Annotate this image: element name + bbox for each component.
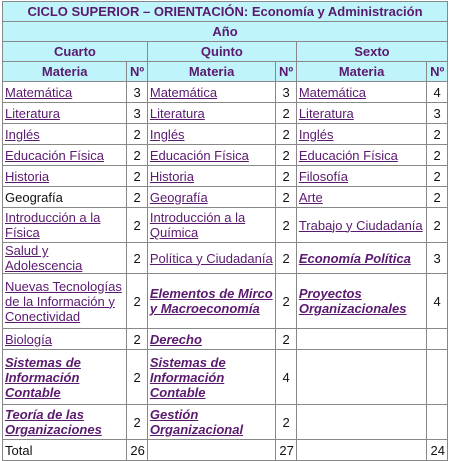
hours-cell: 2 xyxy=(127,166,147,186)
total-value-cuarto: 26 xyxy=(127,440,147,460)
column-header-materia: Materia xyxy=(3,62,126,81)
subject-link[interactable]: Teoría de las Organizaciones xyxy=(5,407,102,437)
subject-link[interactable]: Educación Física xyxy=(5,147,104,163)
subject-cell-quinto xyxy=(148,82,275,102)
subject-link[interactable]: Elementos de Mirco y Macroeconomía xyxy=(149,286,273,316)
table-row xyxy=(3,274,447,328)
hours-cell: 2 xyxy=(127,208,147,242)
hours-cell: 2 xyxy=(427,166,447,186)
subject-link[interactable]: Literatura xyxy=(5,105,60,121)
subject-link[interactable]: Economía Política xyxy=(298,250,411,266)
hours-cell: 4 xyxy=(427,274,447,328)
subject-cell-quinto xyxy=(148,166,275,186)
hours-cell: 4 xyxy=(427,82,447,102)
subject-link[interactable]: Biología xyxy=(5,331,52,347)
hours-cell xyxy=(427,350,447,404)
subject-cell-quinto xyxy=(148,405,275,439)
column-header-num: Nº xyxy=(427,62,447,81)
column-header-materia: Materia xyxy=(148,62,275,81)
table-row xyxy=(3,405,447,439)
subject-cell-quinto xyxy=(148,274,275,328)
hours-cell xyxy=(427,329,447,349)
table-row xyxy=(3,166,447,186)
column-header-materia: Materia xyxy=(297,62,427,81)
total-label: Total xyxy=(3,440,126,460)
subject-link[interactable]: Arte xyxy=(298,189,323,205)
column-header-num: Nº xyxy=(276,62,296,81)
hours-cell: 2 xyxy=(276,124,296,144)
subject-cell-sexto xyxy=(297,124,427,144)
table-row xyxy=(3,329,447,349)
table-row xyxy=(3,145,447,165)
subject-label: Geografía xyxy=(5,189,63,205)
grade-header-quinto: Quinto xyxy=(148,42,296,61)
subject-cell-sexto xyxy=(297,103,427,123)
subject-cell-cuarto xyxy=(3,187,126,207)
subject-cell-cuarto xyxy=(3,274,126,328)
subject-link[interactable]: Proyectos Organizacionales xyxy=(298,286,407,316)
subject-cell-quinto xyxy=(148,103,275,123)
subject-cell-quinto xyxy=(148,243,275,273)
subject-cell-cuarto xyxy=(3,329,126,349)
subject-cell-sexto xyxy=(297,187,427,207)
hours-cell: 2 xyxy=(127,405,147,439)
subject-cell-sexto xyxy=(297,208,427,242)
subject-link[interactable]: Educación Física xyxy=(149,147,249,163)
empty-cell xyxy=(148,440,275,460)
hours-cell: 2 xyxy=(276,405,296,439)
hours-cell: 2 xyxy=(127,187,147,207)
subject-cell-quinto xyxy=(148,329,275,349)
subject-cell-cuarto xyxy=(3,82,126,102)
hours-cell: 2 xyxy=(276,208,296,242)
table-row xyxy=(3,82,447,102)
total-value-sexto: 24 xyxy=(427,440,447,460)
subject-cell-sexto xyxy=(297,145,427,165)
hours-cell: 3 xyxy=(427,243,447,273)
curriculum-table xyxy=(2,1,448,461)
hours-cell: 3 xyxy=(276,82,296,102)
subject-cell-sexto xyxy=(297,166,427,186)
hours-cell: 2 xyxy=(276,166,296,186)
subject-link[interactable]: Sistemas de Información Contable xyxy=(5,354,81,400)
hours-cell: 3 xyxy=(127,82,147,102)
subject-link[interactable]: Gestión Organizacional xyxy=(149,407,244,437)
subject-link[interactable]: Derecho xyxy=(149,331,202,347)
hours-cell: 2 xyxy=(276,329,296,349)
hours-cell: 2 xyxy=(276,103,296,123)
subject-cell-quinto xyxy=(148,145,275,165)
subject-cell-cuarto xyxy=(3,124,126,144)
hours-cell: 2 xyxy=(276,145,296,165)
subject-link[interactable]: Trabajo y Ciudadanía xyxy=(298,217,423,233)
hours-cell: 4 xyxy=(276,350,296,404)
subject-link[interactable]: Nuevas Tecnologías de la Información y Conectividad xyxy=(5,278,122,324)
table-row xyxy=(3,124,447,144)
subject-cell-cuarto xyxy=(3,208,126,242)
table-row xyxy=(3,243,447,273)
subject-cell-cuarto xyxy=(3,405,126,439)
subject-link[interactable]: Matemática xyxy=(298,84,367,100)
subject-link[interactable]: Filosofía xyxy=(298,168,348,184)
hours-cell: 2 xyxy=(127,274,147,328)
subject-link[interactable]: Matemática xyxy=(149,84,218,100)
subject-link[interactable]: Inglés xyxy=(149,126,185,142)
table-title: CICLO SUPERIOR – ORIENTACIÓN: Economía y Administración xyxy=(3,2,447,21)
hours-cell: 2 xyxy=(427,145,447,165)
subject-cell-cuarto xyxy=(3,145,126,165)
subject-cell-sexto xyxy=(297,405,427,439)
subject-link[interactable]: Sistemas de Información Contable xyxy=(149,354,226,400)
subject-cell-cuarto xyxy=(3,350,126,404)
subject-cell-cuarto xyxy=(3,166,126,186)
subject-link[interactable]: Matemática xyxy=(5,84,73,100)
hours-cell: 2 xyxy=(127,124,147,144)
table-row xyxy=(3,103,447,123)
subject-cell-sexto xyxy=(297,82,427,102)
subject-cell-sexto xyxy=(297,329,427,349)
subject-cell-cuarto xyxy=(3,103,126,123)
hours-cell: 2 xyxy=(127,243,147,273)
grade-header-cuarto: Cuarto xyxy=(3,42,147,61)
hours-cell: 2 xyxy=(127,329,147,349)
hours-cell: 2 xyxy=(427,124,447,144)
grade-header-sexto: Sexto xyxy=(297,42,447,61)
total-value-quinto: 27 xyxy=(276,440,296,460)
hours-cell: 2 xyxy=(427,208,447,242)
subject-link[interactable]: Introducción a la Física xyxy=(5,210,101,240)
subject-link[interactable]: Educación Física xyxy=(298,147,398,163)
hours-cell: 2 xyxy=(276,274,296,328)
hours-cell: 2 xyxy=(276,243,296,273)
hours-cell: 2 xyxy=(127,145,147,165)
column-header-num: Nº xyxy=(127,62,147,81)
total-row xyxy=(3,440,447,460)
hours-cell: 2 xyxy=(427,187,447,207)
subject-link[interactable]: Inglés xyxy=(5,126,40,142)
year-header: Año xyxy=(3,22,447,41)
subject-cell-cuarto xyxy=(3,243,126,273)
subject-cell-sexto xyxy=(297,274,427,328)
subject-cell-sexto xyxy=(297,350,427,404)
hours-cell: 2 xyxy=(127,350,147,404)
hours-cell: 2 xyxy=(276,187,296,207)
subject-link[interactable]: Historia xyxy=(149,168,194,184)
subject-link[interactable]: Introducción a la Química xyxy=(149,210,246,240)
subject-link[interactable]: Inglés xyxy=(298,126,334,142)
subject-cell-quinto xyxy=(148,208,275,242)
subject-link[interactable]: Literatura xyxy=(298,105,354,121)
subject-link[interactable]: Política y Ciudadanía xyxy=(149,250,273,266)
subject-link[interactable]: Salud y Adolescencia xyxy=(5,243,83,273)
subject-cell-quinto xyxy=(148,350,275,404)
table-row xyxy=(3,187,447,207)
hours-cell: 3 xyxy=(127,103,147,123)
subject-link[interactable]: Geografía xyxy=(149,189,208,205)
subject-cell-quinto xyxy=(148,187,275,207)
table-row xyxy=(3,350,447,404)
hours-cell: 3 xyxy=(427,103,447,123)
empty-cell xyxy=(297,440,427,460)
table-row xyxy=(3,208,447,242)
hours-cell xyxy=(427,405,447,439)
subject-link[interactable]: Literatura xyxy=(149,105,205,121)
subject-cell-sexto xyxy=(297,243,427,273)
subject-cell-quinto xyxy=(148,124,275,144)
subject-link[interactable]: Historia xyxy=(5,168,50,184)
